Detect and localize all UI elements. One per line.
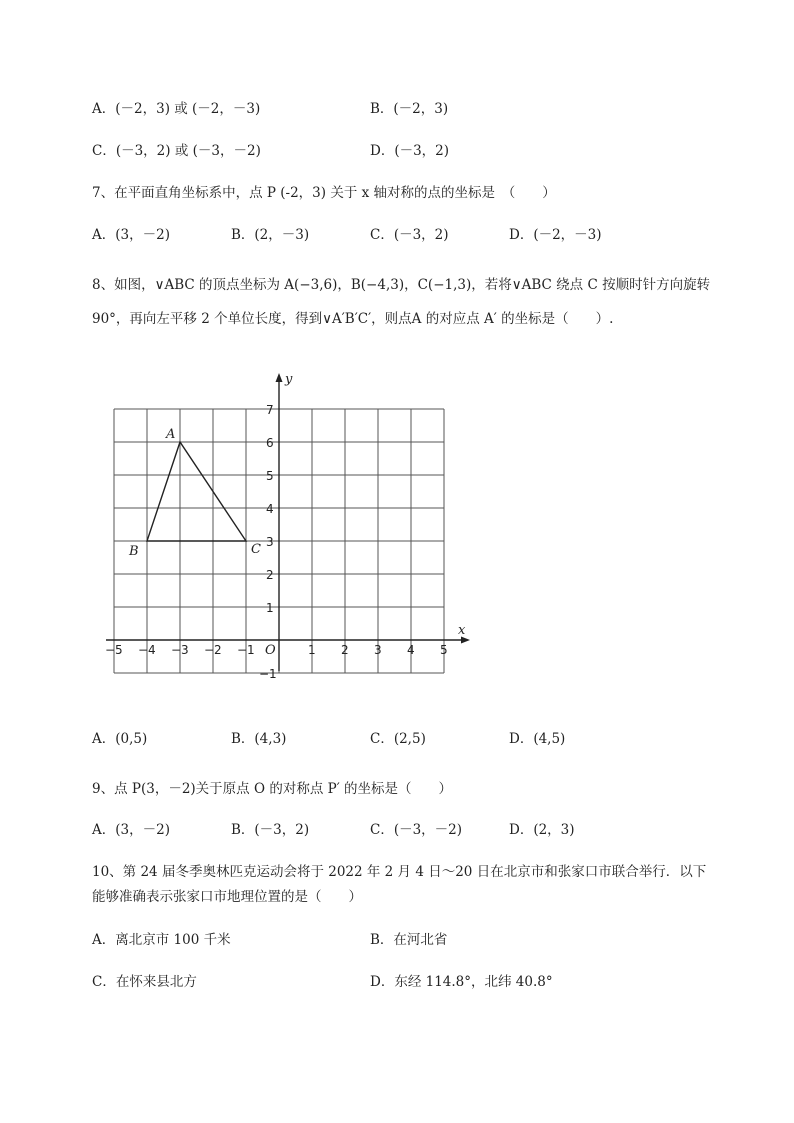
x-tick-label: 1 bbox=[308, 643, 316, 657]
axis-tick-labels bbox=[105, 372, 466, 681]
q6-option-c: C．(－3，2) 或 (－3，－2) bbox=[92, 143, 261, 159]
q7-option-d: D．(－2，－3) bbox=[509, 227, 602, 243]
q10-option-c: C．在怀来县北方 bbox=[92, 974, 197, 990]
q8-stem-line1: 8、如图，∨ABC 的顶点坐标为 A(−3,6)，B(−4,3)，C(−1,3)，若将∨ABC 绕点 C 按顺时针方向旋转 bbox=[92, 277, 711, 293]
q7-stem: 7、在平面直角坐标系中，点 P (-2，3) 关于 x 轴对称的点的坐标是 （ ） bbox=[92, 185, 556, 201]
origin-label: O bbox=[265, 643, 276, 658]
q9-option-a: A．(3，－2) bbox=[92, 822, 170, 838]
q8-option-d: D．(4,5) bbox=[509, 731, 566, 747]
y-tick-label: −1 bbox=[259, 667, 277, 681]
x-tick-label: 5 bbox=[440, 643, 448, 657]
q9-option-b: B．(－3，2) bbox=[231, 822, 310, 838]
x-tick-label: −5 bbox=[105, 643, 123, 657]
coordinate-axes bbox=[106, 373, 470, 671]
q8-option-b: B．(4,3) bbox=[231, 731, 287, 747]
q6-option-a: A．(－2，3) 或 (－2，－3) bbox=[92, 101, 261, 117]
q10-stem-line2: 能够准确表示张家口市地理位置的是（ ） bbox=[92, 889, 362, 905]
q8-option-c: C．(2,5) bbox=[370, 731, 426, 747]
q10-option-a: A．离北京市 100 千米 bbox=[92, 932, 231, 948]
y-tick-label: 2 bbox=[266, 568, 274, 582]
q7-option-c: C．(－3，2) bbox=[370, 227, 449, 243]
triangle-abc bbox=[128, 427, 261, 559]
x-tick-label: −3 bbox=[171, 643, 189, 657]
q8-stem-line2: 90°，再向左平移 2 个单位长度，得到∨A′B′C′，则点A 的对应点 A′ 的坐标是（ ）. bbox=[92, 311, 614, 327]
x-tick-label: −4 bbox=[138, 643, 156, 657]
x-tick-label: 3 bbox=[374, 643, 382, 657]
point-label-b: B bbox=[129, 544, 139, 559]
y-tick-label: 3 bbox=[266, 535, 274, 549]
x-tick-label: −1 bbox=[237, 643, 255, 657]
x-axis-label: x bbox=[458, 623, 466, 638]
point-label-c: C bbox=[251, 542, 261, 557]
q10-stem-line1: 10、第 24 届冬季奥林匹克运动会将于 2022 年 2 月 4 日～20 日在北京市和张家口市联合举行．以下 bbox=[92, 864, 707, 880]
y-tick-label: 4 bbox=[266, 502, 274, 516]
x-tick-label: −2 bbox=[204, 643, 222, 657]
x-tick-label: 2 bbox=[341, 643, 349, 657]
q10-option-d: D．东经 114.8°，北纬 40.8° bbox=[370, 974, 553, 990]
q7-option-b: B．(2，－3) bbox=[231, 227, 310, 243]
y-tick-label: 7 bbox=[266, 403, 274, 417]
q7-option-a: A．(3，－2) bbox=[92, 227, 170, 243]
y-tick-label: 6 bbox=[266, 436, 274, 450]
q6-option-b: B．(－2，3) bbox=[370, 101, 449, 117]
q9-stem: 9、点 P(3，－2)关于原点 O 的对称点 P′ 的坐标是（ ） bbox=[92, 781, 453, 797]
point-label-a: A bbox=[166, 427, 176, 442]
q9-option-d: D．(2，3) bbox=[509, 822, 575, 838]
y-tick-label: 5 bbox=[266, 469, 274, 483]
q6-option-d: D．(－3，2) bbox=[370, 143, 450, 159]
triangle-outline bbox=[147, 442, 246, 541]
q10-option-b: B．在河北省 bbox=[370, 932, 448, 948]
y-tick-label: 1 bbox=[266, 601, 274, 615]
q8-option-a: A．(0,5) bbox=[92, 731, 148, 747]
x-tick-label: 4 bbox=[407, 643, 415, 657]
y-axis-arrow bbox=[276, 373, 283, 382]
q9-option-c: C．(－3，－2) bbox=[370, 822, 463, 838]
y-axis-label: y bbox=[285, 372, 293, 387]
